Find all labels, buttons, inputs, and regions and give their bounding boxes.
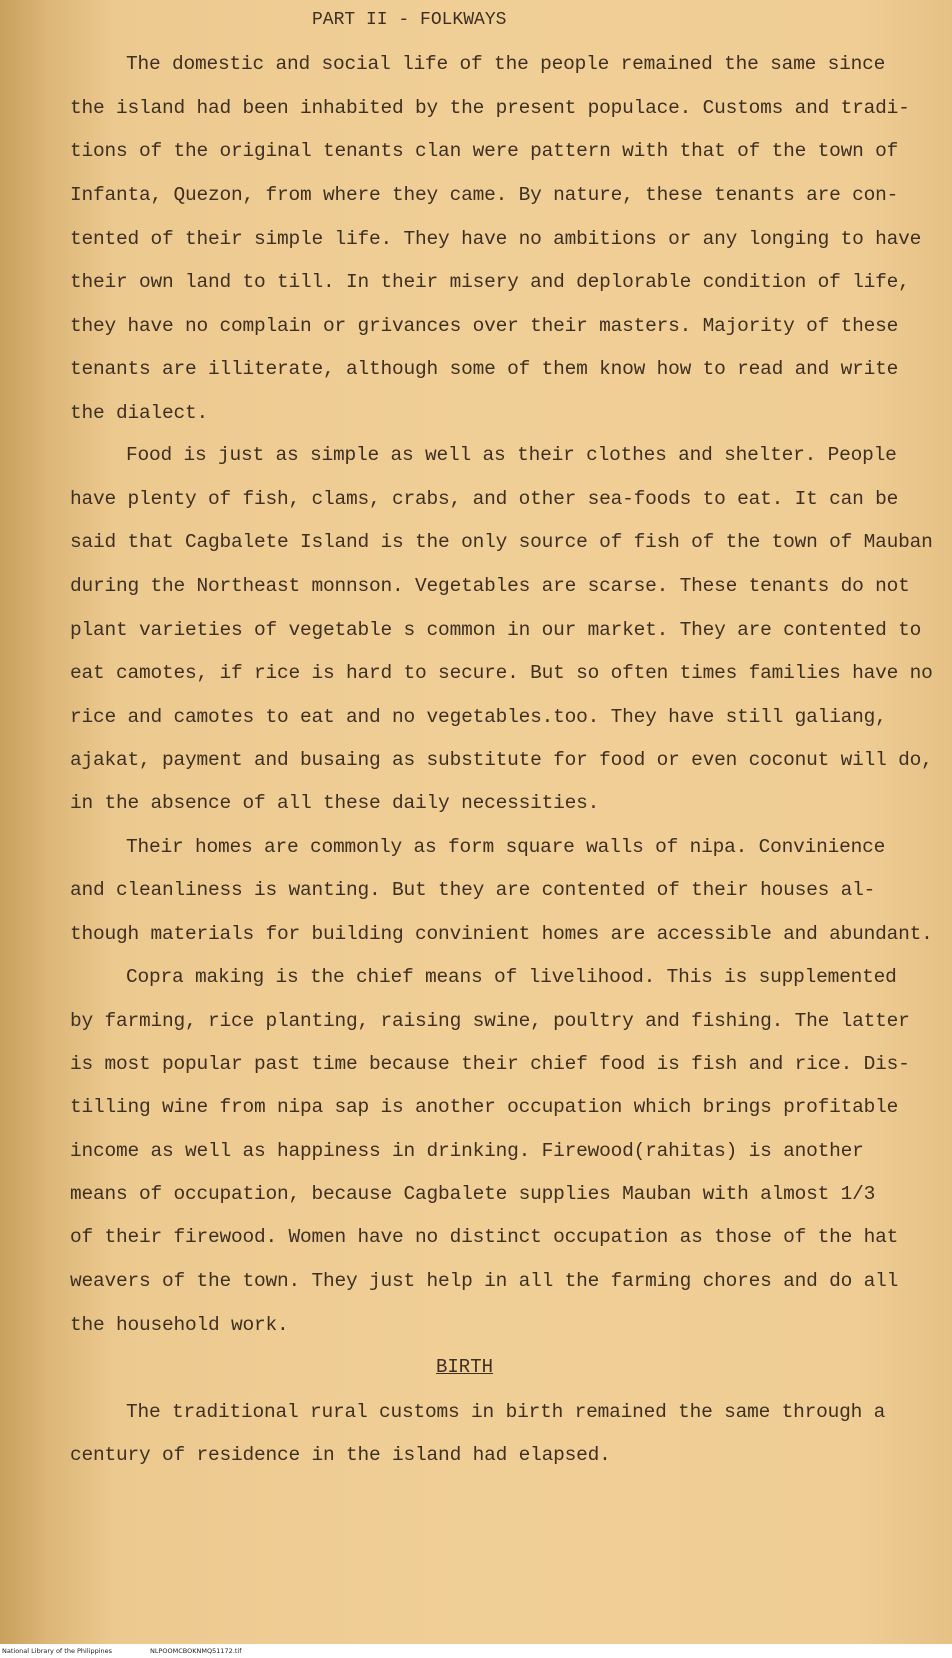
body-line: Their homes are commonly as form square walls of nipa. Convinience (126, 836, 886, 858)
body-line: Infanta, Quezon, from where they came. By nature, these tenants are con- (70, 184, 899, 206)
birth-line: century of residence in the island had elapsed. (70, 1444, 611, 1466)
file-id: NLPOOMCBOKNMQ51172.tif (150, 1647, 242, 1655)
body-line: means of occupation, because Cagbalete supplies Mauban with almost 1/3 (70, 1183, 876, 1205)
body-line: said that Cagbalete Island is the only source of fish of the town of Mauban (70, 531, 933, 553)
body-line: their own land to till. In their misery and deplorable condition of life, (70, 271, 910, 293)
body-line: of their firewood. Women have no distinct occupation as those of the hat (70, 1226, 899, 1248)
body-line: income as well as happiness in drinking. Firewood(rahitas) is another (70, 1140, 864, 1162)
body-line: rice and camotes to eat and no vegetables.too. They have still galiang, (70, 706, 887, 728)
body-line: and cleanliness is wanting. But they are contented of their houses al- (70, 879, 876, 901)
body-line: tented of their simple life. They have no ambitions or any longing to have (70, 228, 922, 250)
body-line: tilling wine from nipa sap is another occupation which brings profitable (70, 1096, 899, 1118)
body-line: Copra making is the chief means of livelihood. This is supplemented (126, 966, 897, 988)
body-line: The domestic and social life of the people remained the same since (126, 53, 886, 75)
body-line: the island had been inhabited by the present populace. Customs and tradi- (70, 97, 910, 119)
body-line: eat camotes, if rice is hard to secure. But so often times families have no (70, 662, 933, 684)
body-line: the household work. (70, 1314, 289, 1336)
body-line: Food is just as simple as well as their clothes and shelter. People (126, 444, 897, 466)
body-line: weavers of the town. They just help in all the farming chores and do all (70, 1270, 899, 1292)
body-line: during the Northeast monnson. Vegetables are scarse. These tenants do not (70, 575, 910, 597)
body-line: though materials for building convinient homes are accessible and abundant. (70, 923, 933, 945)
scan-footer (0, 1644, 952, 1658)
body-line: they have no complain or grivances over their masters. Majority of these (70, 315, 899, 337)
body-line: have plenty of fish, clams, crabs, and other sea-foods to eat. It can be (70, 488, 899, 510)
body-line: in the absence of all these daily necessities. (70, 792, 600, 814)
body-line: ajakat, payment and busaing as substitute for food or even coconut will do, (70, 749, 933, 771)
body-line: is most popular past time because their chief food is fish and rice. Dis- (70, 1053, 910, 1075)
part-heading: PART II - FOLKWAYS (312, 10, 507, 30)
birth-line: The traditional rural customs in birth remained the same through a (126, 1401, 886, 1423)
body-line: by farming, rice planting, raising swine, poultry and fishing. The latter (70, 1010, 910, 1032)
birth-heading: BIRTH (436, 1356, 494, 1378)
body-line: tions of the original tenants clan were pattern with that of the town of (70, 140, 899, 162)
body-line: tenants are illiterate, although some of them know how to read and write (70, 358, 899, 380)
body-line: plant varieties of vegetable s common in our market. They are contented to (70, 619, 922, 641)
body-line: the dialect. (70, 402, 209, 424)
library-credit: National Library of the Philippines (2, 1647, 113, 1655)
